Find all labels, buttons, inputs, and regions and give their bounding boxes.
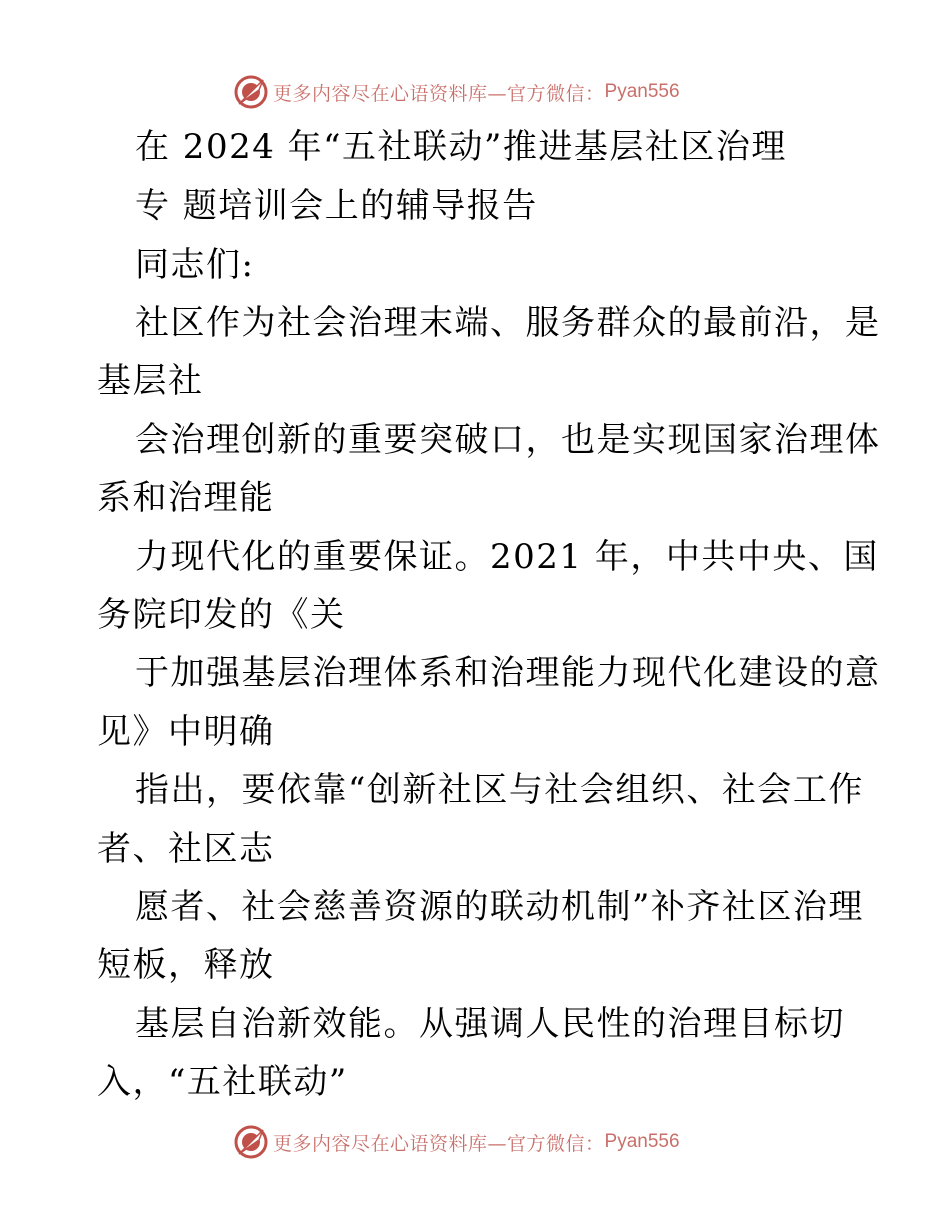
body-line: 务院印发的《关: [97, 595, 346, 635]
body-line: 基层社: [97, 361, 204, 401]
title-line-1: 在 2024 年“五社联动”推进基层社区治理: [135, 127, 787, 167]
body-line: 入，“五社联动”: [97, 1062, 348, 1102]
body-line: 力现代化的重要保证。2021 年，中共中央、国: [135, 537, 879, 577]
banner-text: 更多内容尽在心语资料库—官方微信：: [273, 82, 605, 105]
body-line: 指出，要依靠“创新社区与社会组织、社会工作: [135, 770, 864, 810]
banner-text: 更多内容尽在心语资料库—官方微信：: [273, 1132, 605, 1155]
banner-wechat-id: Pyan556: [604, 1131, 680, 1152]
body-line: 基层自治新效能。从强调人民性的治理目标切: [135, 1004, 845, 1044]
header-banner: [0, 72, 950, 112]
title-line-2: 专 题培训会上的辅导报告: [135, 186, 538, 226]
body-line: 会治理创新的重要突破口，也是实现国家治理体: [135, 420, 881, 460]
body-line: 于加强基层治理体系和治理能力现代化建设的意: [135, 653, 881, 693]
body-line: 社区作为社会治理末端、服务群众的最前沿，是: [135, 303, 881, 343]
salutation: 同志们:: [135, 245, 255, 285]
body-line: 见》中明确: [97, 712, 275, 752]
body-line: 系和治理能: [97, 478, 275, 518]
body-line: 愿者、社会慈善资源的联动机制”补齐社区治理: [135, 887, 864, 927]
body-line: 者、社区志: [97, 829, 275, 869]
banner-wechat-id: Pyan556: [604, 81, 680, 102]
quill-seal-icon: [233, 1124, 269, 1160]
footer-banner: [0, 1122, 950, 1162]
quill-seal-icon: [233, 74, 269, 110]
body-line: 短板，释放: [97, 945, 275, 985]
